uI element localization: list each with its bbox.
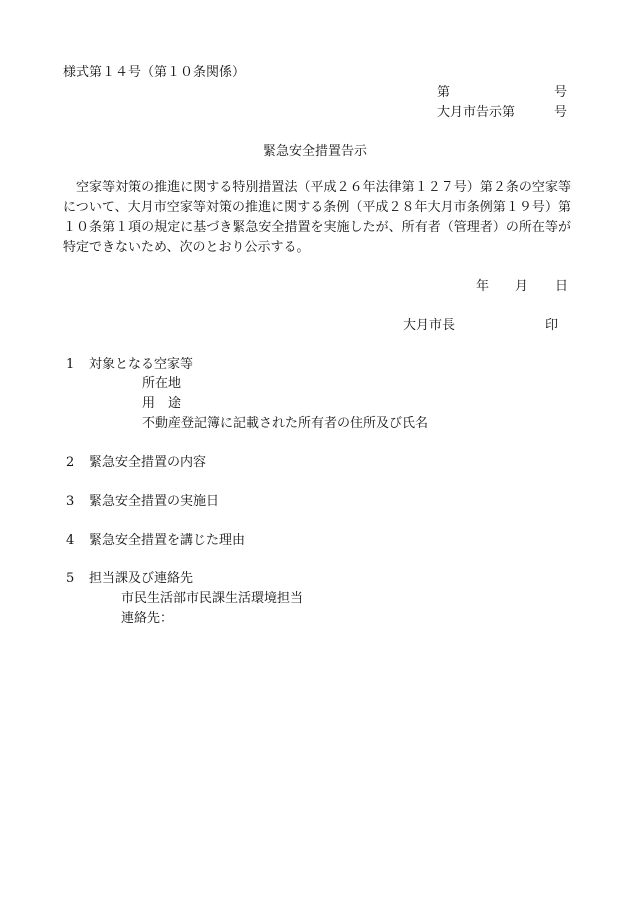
date-day: 日 <box>555 279 569 294</box>
item-label: 対象となる空家等 <box>89 357 194 372</box>
item-number: 1 <box>66 357 75 372</box>
item-number: 3 <box>66 494 75 509</box>
item-number: 4 <box>66 533 75 548</box>
body-paragraph: 空家等対策の推進に関する特別措置法（平成２６年法律第１２７号）第２条の空家等について、大月市空家等対策の推進に関する条例（平成２８年大月市条例第１９号）第１０条第１項の規定に基づき緊急安全措置を実施したが、所有者（管理者）の所在等が特定できないため、次のとおり公示する。 <box>63 180 571 255</box>
document-title: 緊急安全措置告示 <box>263 144 368 159</box>
notice-number-prefix: 大月市告示第 <box>437 105 516 120</box>
issuer-seal: 印 <box>545 318 559 333</box>
notice-number-suffix: 号 <box>554 105 568 120</box>
item-label: 緊急安全措置の実施日 <box>89 494 220 509</box>
number-prefix: 第 <box>437 85 451 100</box>
item-number: 5 <box>66 571 75 586</box>
item-label: 緊急安全措置の内容 <box>89 455 207 470</box>
item-subitem: 不動産登記簿に記載された所有者の住所及び氏名 <box>142 416 429 431</box>
item-number: 2 <box>66 455 75 470</box>
item-label: 担当課及び連絡先 <box>89 571 194 586</box>
item-subitem: 市民生活部市民課生活環境担当 <box>121 591 304 606</box>
item-subitem: 連絡先： <box>121 611 174 626</box>
date-month: 月 <box>515 279 529 294</box>
item-subitem: 所在地 <box>142 376 182 391</box>
issuer-name: 大月市長 <box>403 318 456 333</box>
item-label: 緊急安全措置を講じた理由 <box>89 533 246 548</box>
number-suffix: 号 <box>554 85 568 100</box>
form-label: 様式第１４号（第１０条関係） <box>63 65 246 80</box>
date-year: 年 <box>476 279 490 294</box>
item-subitem: 用 途 <box>142 396 182 411</box>
